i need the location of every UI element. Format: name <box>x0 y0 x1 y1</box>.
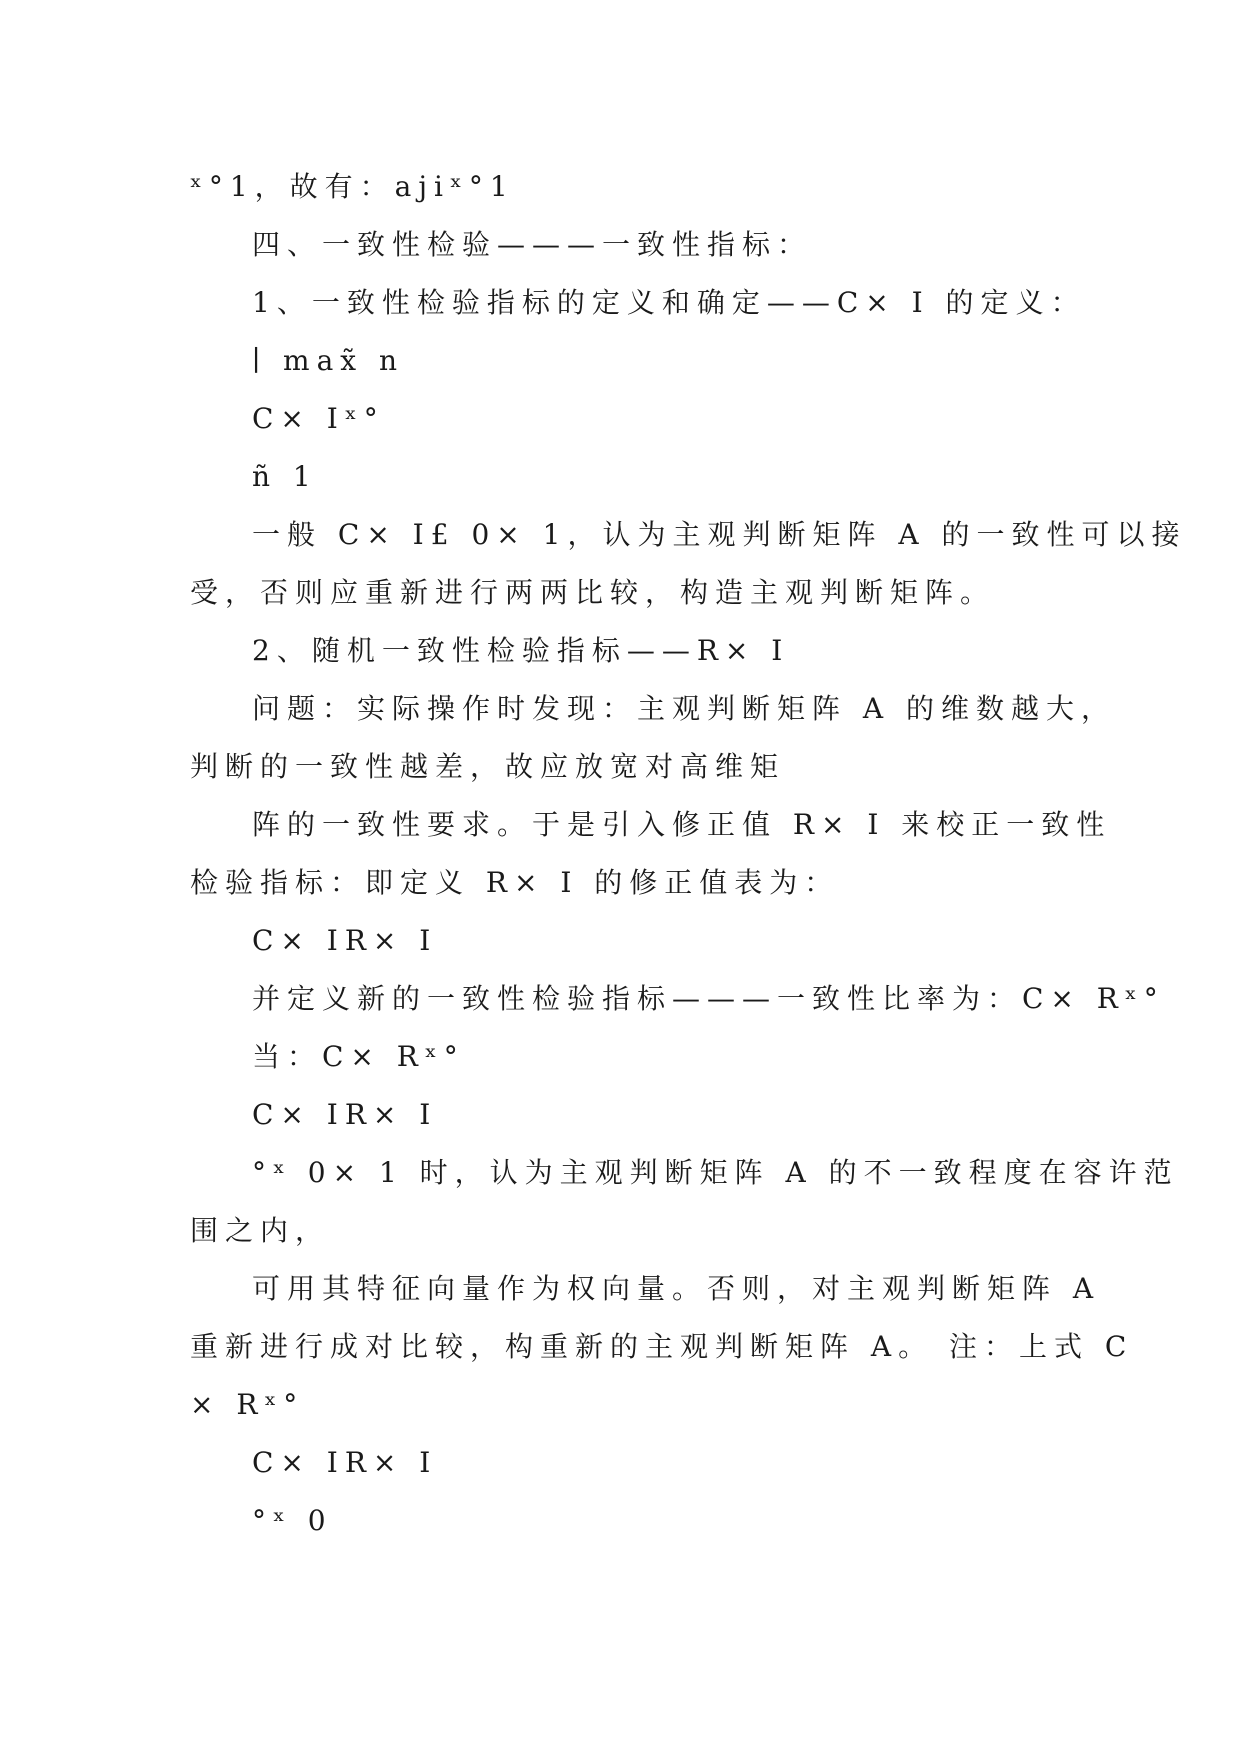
section-heading-consistency-check: 四、一致性检验———一致性指标： <box>252 228 813 261</box>
formula-line-zero: °ˣ 0 <box>252 1504 333 1537</box>
formula-line-ci-ri-1: C× IR× I <box>252 924 438 957</box>
paragraph-line-7: 并定义新的一致性检验指标———一致性比率为：C× Rˣ° <box>252 982 1165 1015</box>
paragraph-line-4: 判断的一致性越差，故应放宽对高维矩 <box>190 750 786 783</box>
paragraph-line-12: 重新进行成对比较，构重新的主观判断矩阵 A。 注：上式 C <box>190 1330 1134 1363</box>
formula-line-ci: C× Iˣ° <box>252 402 385 435</box>
subheading-ci-definition: 1、一致性检验指标的定义和确定——C× I 的定义： <box>252 286 1086 319</box>
paragraph-line-11: 可用其特征向量作为权向量。否则，对主观判断矩阵 A <box>252 1272 1101 1305</box>
paragraph-line-10: 围之内， <box>190 1214 331 1247</box>
paragraph-line-2: 受，否则应重新进行两两比较，构造主观判断矩阵。 <box>190 576 996 609</box>
formula-line-max: ∣ max̃ n <box>252 344 405 377</box>
formula-line-ci-ri-2: C× IR× I <box>252 1098 438 1131</box>
paragraph-line-13: × Rˣ° <box>190 1388 305 1421</box>
paragraph-line-8: 当：C× Rˣ° <box>252 1040 465 1073</box>
paragraph-line-1: 一般 C× I£ 0× 1，认为主观判断矩阵 A 的一致性可以接 <box>252 518 1187 551</box>
formula-line-n1: ñ 1 <box>252 460 318 493</box>
subheading-ri: 2、随机一致性检验指标——R× I <box>252 634 790 667</box>
text-line-1: ˣ°1，故有：ajiˣ°1 <box>190 170 515 203</box>
paragraph-line-6: 检验指标：即定义 R× I 的修正值表为： <box>190 866 840 899</box>
paragraph-line-5: 阵的一致性要求。于是引入修正值 R× I 来校正一致性 <box>252 808 1112 841</box>
paragraph-line-3: 问题：实际操作时发现：主观判断矩阵 A 的维数越大， <box>252 692 1117 725</box>
paragraph-line-9: °ˣ 0× 1 时，认为主观判断矩阵 A 的不一致程度在容许范 <box>252 1156 1179 1189</box>
formula-line-ci-ri-3: C× IR× I <box>252 1446 438 1479</box>
